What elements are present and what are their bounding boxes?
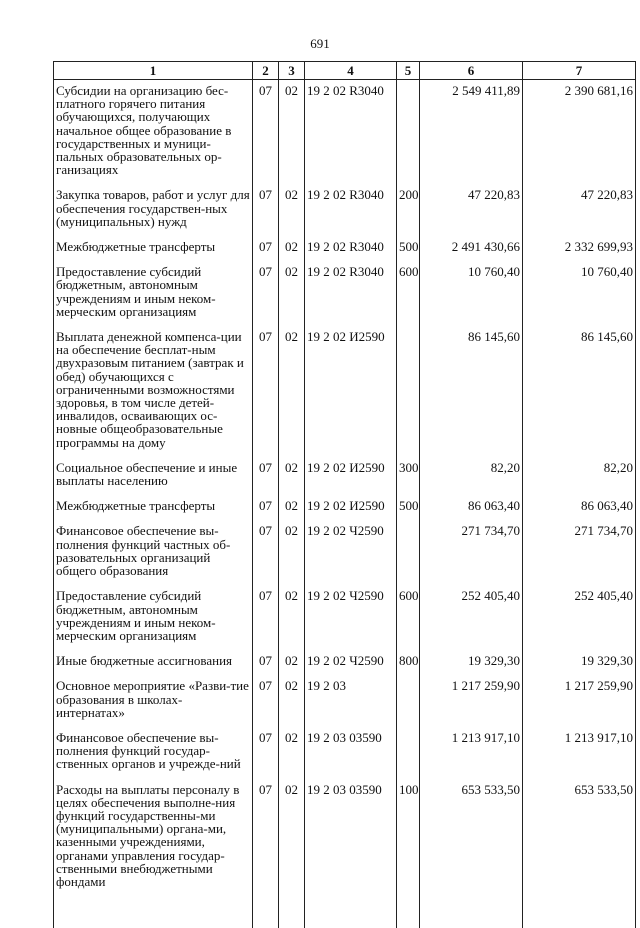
row-amount-col7: 252 405,40 (523, 589, 636, 654)
row-amount-col7: 47 220,83 (523, 188, 636, 240)
row-amount-col6: 86 145,60 (420, 330, 523, 461)
row-amount-col7: 2 390 681,16 (523, 80, 636, 189)
row-section: 07 (253, 499, 279, 524)
row-amount-col7: 86 063,40 (523, 499, 636, 524)
row-name: Закупка товаров, работ и услуг для обеспечения государствен-ных (муниципальных) нужд (54, 188, 253, 240)
row-name: Предоставление субсидий бюджетным, автономным учреждениям и иным неком-мерческим организациям (54, 589, 253, 654)
row-name: Иные бюджетные ассигнования (54, 654, 253, 679)
row-name: Основное мероприятие «Разви-тие образования в школах-интернатах» (54, 679, 253, 731)
row-expense-type: 600 (397, 589, 420, 654)
row-subsection: 02 (279, 654, 305, 679)
row-target-code: 19 2 03 03590 (305, 731, 397, 783)
row-target-code: 19 2 02 R3040 (305, 265, 397, 330)
row-expense-type: 500 (397, 499, 420, 524)
row-subsection: 02 (279, 80, 305, 189)
row-amount-col7: 1 213 917,10 (523, 731, 636, 783)
table-row (54, 654, 636, 679)
row-name: Финансовое обеспечение вы-полнения функций частных об-разовательных организаций общего образования (54, 524, 253, 589)
table-row (54, 589, 636, 654)
table-row (54, 499, 636, 524)
table-row (54, 783, 636, 928)
row-amount-col7: 653 533,50 (523, 783, 636, 928)
row-name: Социальное обеспечение и иные выплаты населению (54, 461, 253, 499)
row-amount-col6: 2 491 430,66 (420, 240, 523, 265)
row-target-code: 19 2 02 R3040 (305, 188, 397, 240)
table-row (54, 80, 636, 189)
row-name: Финансовое обеспечение вы-полнения функций государ-ственных органов и учрежде-ний (54, 731, 253, 783)
row-name: Межбюджетные трансферты (54, 240, 253, 265)
row-section: 07 (253, 589, 279, 654)
row-amount-col6: 2 549 411,89 (420, 80, 523, 189)
row-section: 07 (253, 461, 279, 499)
row-target-code: 19 2 02 И2590 (305, 461, 397, 499)
row-section: 07 (253, 524, 279, 589)
row-subsection: 02 (279, 461, 305, 499)
table-row (54, 188, 636, 240)
row-target-code: 19 2 02 Ч2590 (305, 524, 397, 589)
column-header: 7 (523, 62, 636, 80)
row-section: 07 (253, 188, 279, 240)
row-amount-col7: 1 217 259,90 (523, 679, 636, 731)
row-amount-col7: 19 329,30 (523, 654, 636, 679)
row-expense-type (397, 524, 420, 589)
row-amount-col7: 82,20 (523, 461, 636, 499)
row-amount-col6: 1 213 917,10 (420, 731, 523, 783)
page-number: 691 (310, 36, 330, 51)
row-target-code: 19 2 02 Ч2590 (305, 589, 397, 654)
row-subsection: 02 (279, 524, 305, 589)
row-section: 07 (253, 80, 279, 189)
row-subsection: 02 (279, 589, 305, 654)
row-expense-type (397, 330, 420, 461)
column-header: 3 (279, 62, 305, 80)
row-expense-type: 600 (397, 265, 420, 330)
table-row (54, 240, 636, 265)
row-subsection: 02 (279, 188, 305, 240)
row-expense-type (397, 679, 420, 731)
row-section: 07 (253, 731, 279, 783)
row-subsection: 02 (279, 499, 305, 524)
row-subsection: 02 (279, 731, 305, 783)
row-section: 07 (253, 240, 279, 265)
budget-table (53, 61, 636, 928)
row-amount-col6: 10 760,40 (420, 265, 523, 330)
column-header: 6 (420, 62, 523, 80)
row-subsection: 02 (279, 265, 305, 330)
row-target-code: 19 2 02 Ч2590 (305, 654, 397, 679)
row-expense-type (397, 80, 420, 189)
row-amount-col6: 1 217 259,90 (420, 679, 523, 731)
row-amount-col6: 47 220,83 (420, 188, 523, 240)
row-subsection: 02 (279, 679, 305, 731)
table-row (54, 265, 636, 330)
row-section: 07 (253, 330, 279, 461)
table-row (54, 679, 636, 731)
column-header: 4 (305, 62, 397, 80)
row-expense-type (397, 731, 420, 783)
row-amount-col6: 252 405,40 (420, 589, 523, 654)
row-name: Субсидии на организацию бес-платного горячего питания обучающихся, получающих начальное общее образование в государственных и муници-пальных образовательных ор-ганизациях (54, 80, 253, 189)
row-target-code: 19 2 02 И2590 (305, 499, 397, 524)
row-amount-col6: 271 734,70 (420, 524, 523, 589)
row-subsection: 02 (279, 783, 305, 928)
table-header-row (54, 62, 636, 80)
row-name: Расходы на выплаты персоналу в целях обеспечения выполне-ния функций государственны-ми (муниципальными) органа-ми, казенными учреждениями, органами управления государ-ственными внебюджетными фондами (54, 783, 253, 928)
row-target-code: 19 2 03 (305, 679, 397, 731)
row-name: Выплата денежной компенса-ции на обеспечение бесплат-ным двухразовым питанием (завтрак и обед) обучающихся с ограниченными возможностями здоровья, в том числе детей-инвалидов, осваивающих ос-новные общеобразовательные программы на дому (54, 330, 253, 461)
row-amount-col6: 19 329,30 (420, 654, 523, 679)
row-amount-col6: 653 533,50 (420, 783, 523, 928)
row-target-code: 19 2 02 R3040 (305, 240, 397, 265)
row-target-code: 19 2 02 R3040 (305, 80, 397, 189)
column-header: 5 (397, 62, 420, 80)
row-subsection: 02 (279, 330, 305, 461)
row-section: 07 (253, 265, 279, 330)
row-amount-col6: 82,20 (420, 461, 523, 499)
row-target-code: 19 2 03 03590 (305, 783, 397, 928)
row-expense-type: 800 (397, 654, 420, 679)
table-row (54, 524, 636, 589)
row-target-code: 19 2 02 И2590 (305, 330, 397, 461)
column-header: 2 (253, 62, 279, 80)
row-amount-col7: 2 332 699,93 (523, 240, 636, 265)
row-name: Межбюджетные трансферты (54, 499, 253, 524)
row-amount-col7: 86 145,60 (523, 330, 636, 461)
row-amount-col7: 271 734,70 (523, 524, 636, 589)
row-section: 07 (253, 679, 279, 731)
row-expense-type: 500 (397, 240, 420, 265)
column-header: 1 (54, 62, 253, 80)
row-subsection: 02 (279, 240, 305, 265)
row-expense-type: 200 (397, 188, 420, 240)
row-name: Предоставление субсидий бюджетным, автономным учреждениям и иным неком-мерческим организациям (54, 265, 253, 330)
row-section: 07 (253, 783, 279, 928)
row-amount-col6: 86 063,40 (420, 499, 523, 524)
row-amount-col7: 10 760,40 (523, 265, 636, 330)
table-row (54, 330, 636, 461)
row-section: 07 (253, 654, 279, 679)
row-expense-type: 300 (397, 461, 420, 499)
row-expense-type: 100 (397, 783, 420, 928)
table-row (54, 461, 636, 499)
table-row (54, 731, 636, 783)
